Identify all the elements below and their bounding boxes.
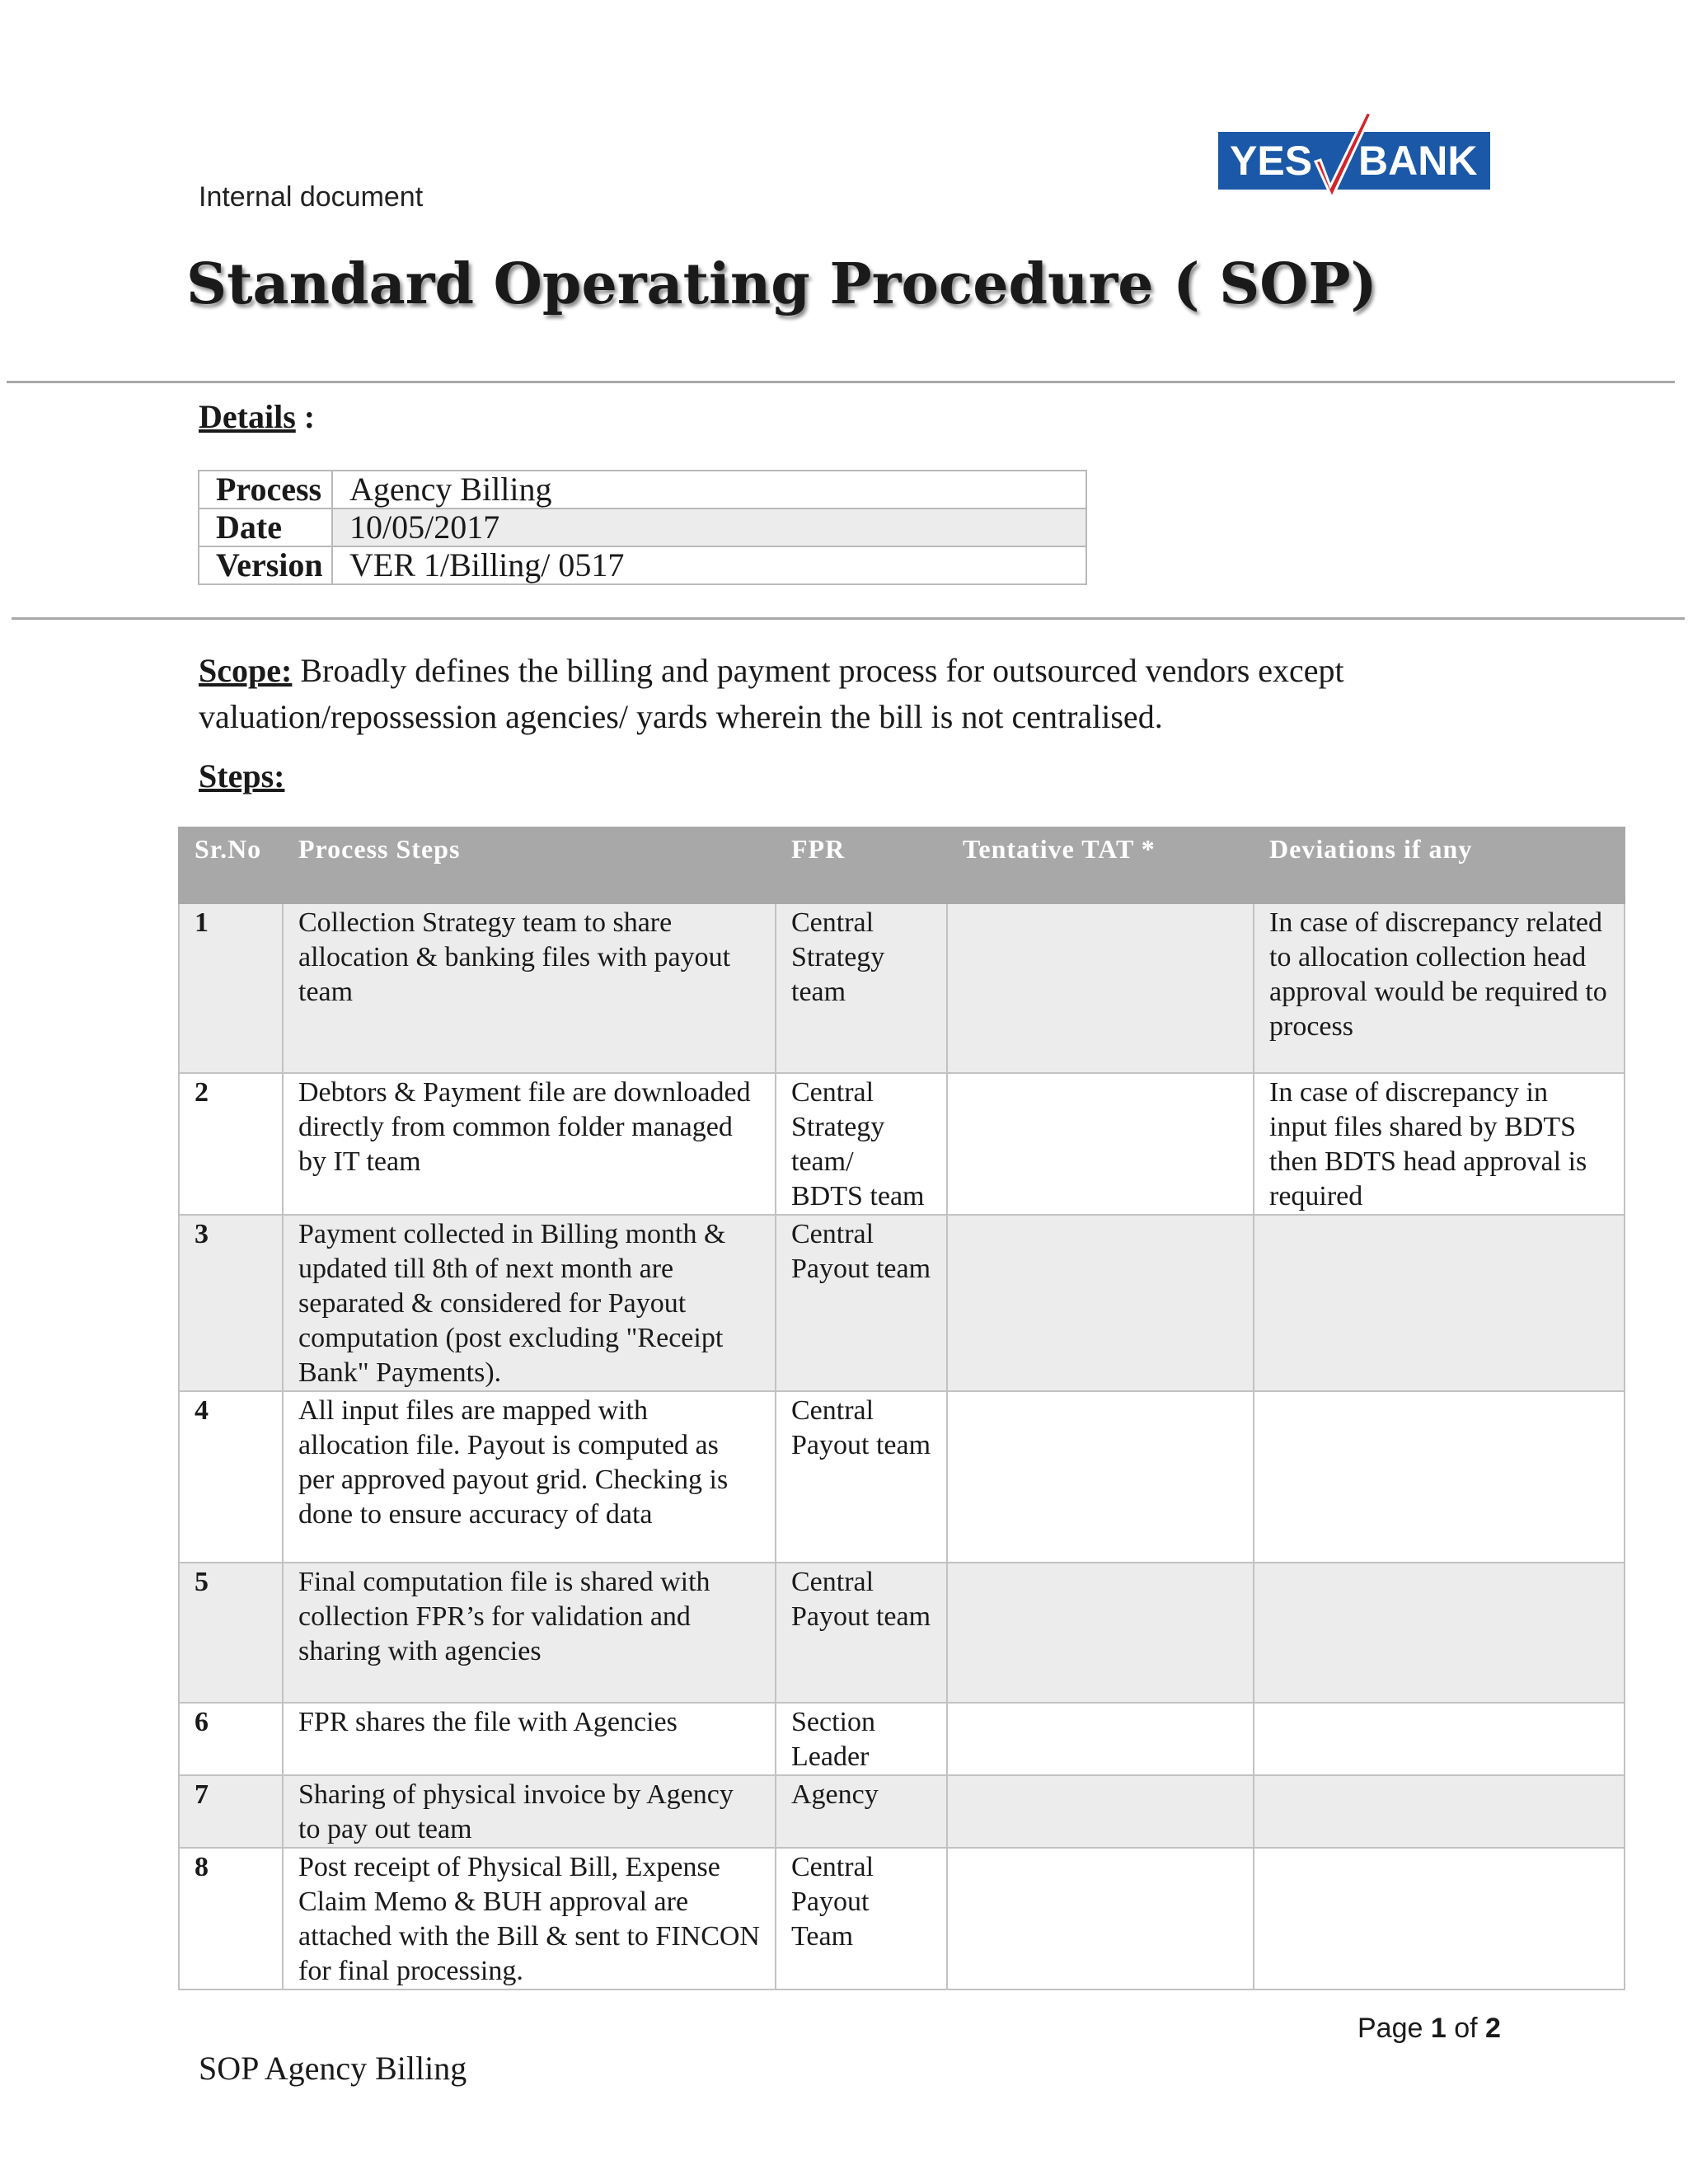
column-header-process-steps: Process Steps (283, 827, 776, 903)
logo-yes-text: YES (1230, 138, 1313, 184)
step-fpr: Central Payout team (776, 1215, 947, 1391)
yes-bank-logo (1218, 110, 1490, 209)
page-total: 2 (1485, 2013, 1501, 2044)
step-number: 1 (179, 903, 283, 1073)
details-value: Agency Billing (332, 471, 1086, 509)
step-fpr: Central Strategy team (776, 903, 947, 1073)
scope-paragraph (199, 648, 1567, 740)
details-key: Date (199, 509, 332, 546)
table-row (179, 1073, 1625, 1215)
logo-bank-text: BANK (1358, 138, 1478, 184)
step-process: Post receipt of Physical Bill, Expense Claim Memo & BUH approval are attached with the Bill & sent to FINCON for final processing. (283, 1848, 776, 1990)
column-header-tat: Tentative TAT * (947, 827, 1254, 903)
details-heading-label: Details (199, 398, 296, 435)
page-prefix: Page (1357, 2013, 1431, 2044)
step-number: 4 (179, 1391, 283, 1563)
step-number: 7 (179, 1775, 283, 1848)
step-fpr: Central Payout team (776, 1563, 947, 1703)
step-fpr: Central Strategy team/ BDTS team (776, 1073, 947, 1215)
step-process: FPR shares the file with Agencies (283, 1703, 776, 1775)
step-process: Payment collected in Billing month & updated till 8th of next month are separated & considered for Payout computation (post excluding "Receipt Bank" Payments). (283, 1215, 776, 1391)
page-number (1357, 2013, 1501, 2045)
step-tat (947, 1563, 1254, 1703)
scope-text: Broadly defines the billing and payment process for outsourced vendors except valuation/repossession agencies/ yards wherein the bill is not centralised. (199, 652, 1344, 735)
step-tat (947, 1391, 1254, 1563)
step-deviation (1254, 1215, 1625, 1391)
details-value: VER 1/Billing/ 0517 (332, 546, 1086, 584)
page-title: Standard Operating Procedure ( SOP) (186, 251, 1377, 317)
details-row-date (199, 509, 1086, 546)
step-deviation (1254, 1703, 1625, 1775)
step-number: 5 (179, 1563, 283, 1703)
details-row-process (199, 471, 1086, 509)
table-row (179, 1703, 1625, 1775)
steps-header-row (179, 827, 1625, 903)
step-process: All input files are mapped with allocation file. Payout is computed as per approved payout grid. Checking is done to ensure accuracy of data (283, 1391, 776, 1563)
details-table (198, 470, 1087, 585)
step-deviation (1254, 1848, 1625, 1990)
details-key: Process (199, 471, 332, 509)
step-tat (947, 1215, 1254, 1391)
step-process: Final computation file is shared with collection FPR’s for validation and sharing with agencies (283, 1563, 776, 1703)
details-row-version (199, 546, 1086, 584)
step-tat (947, 1775, 1254, 1848)
table-row (179, 1848, 1625, 1990)
step-number: 2 (179, 1073, 283, 1215)
step-fpr: Central Payout team (776, 1391, 947, 1563)
step-deviation (1254, 1775, 1625, 1848)
table-row (179, 1215, 1625, 1391)
page-current: 1 (1430, 2013, 1447, 2044)
step-number: 8 (179, 1848, 283, 1990)
step-fpr: Central Payout Team (776, 1848, 947, 1990)
page-of: of (1446, 2013, 1486, 2044)
steps-heading: Steps: (199, 757, 285, 794)
step-deviation (1254, 1563, 1625, 1703)
divider-top (7, 381, 1675, 383)
step-process: Sharing of physical invoice by Agency to pay out team (283, 1775, 776, 1848)
step-tat (947, 1073, 1254, 1215)
step-fpr: Section Leader (776, 1703, 947, 1775)
internal-document-label: Internal document (199, 181, 424, 213)
step-deviation: In case of discrepancy in input files shared by BDTS then BDTS head approval is required (1254, 1073, 1625, 1215)
step-deviation (1254, 1391, 1625, 1563)
column-header-fpr: FPR (776, 827, 947, 903)
step-number: 3 (179, 1215, 283, 1391)
table-row (179, 1563, 1625, 1703)
footer-doc-name: SOP Agency Billing (199, 2050, 467, 2087)
column-header-deviations: Deviations if any (1254, 827, 1625, 903)
details-heading-colon: : (295, 398, 316, 435)
table-row (179, 903, 1625, 1073)
step-process: Collection Strategy team to share allocation & banking files with payout team (283, 903, 776, 1073)
step-tat (947, 903, 1254, 1073)
step-number: 6 (179, 1703, 283, 1775)
details-heading (199, 397, 315, 436)
step-tat (947, 1703, 1254, 1775)
details-value: 10/05/2017 (332, 509, 1086, 546)
step-deviation: In case of discrepancy related to allocation collection head approval would be required to process (1254, 903, 1625, 1073)
steps-table (178, 827, 1625, 1990)
divider-middle (12, 617, 1685, 620)
column-header-srno: Sr.No (179, 827, 283, 903)
details-key: Version (199, 546, 332, 584)
step-process: Debtors & Payment file are downloaded directly from common folder managed by IT team (283, 1073, 776, 1215)
step-fpr: Agency (776, 1775, 947, 1848)
step-tat (947, 1848, 1254, 1990)
table-row (179, 1391, 1625, 1563)
scope-label: Scope: (199, 652, 293, 689)
table-row (179, 1775, 1625, 1848)
